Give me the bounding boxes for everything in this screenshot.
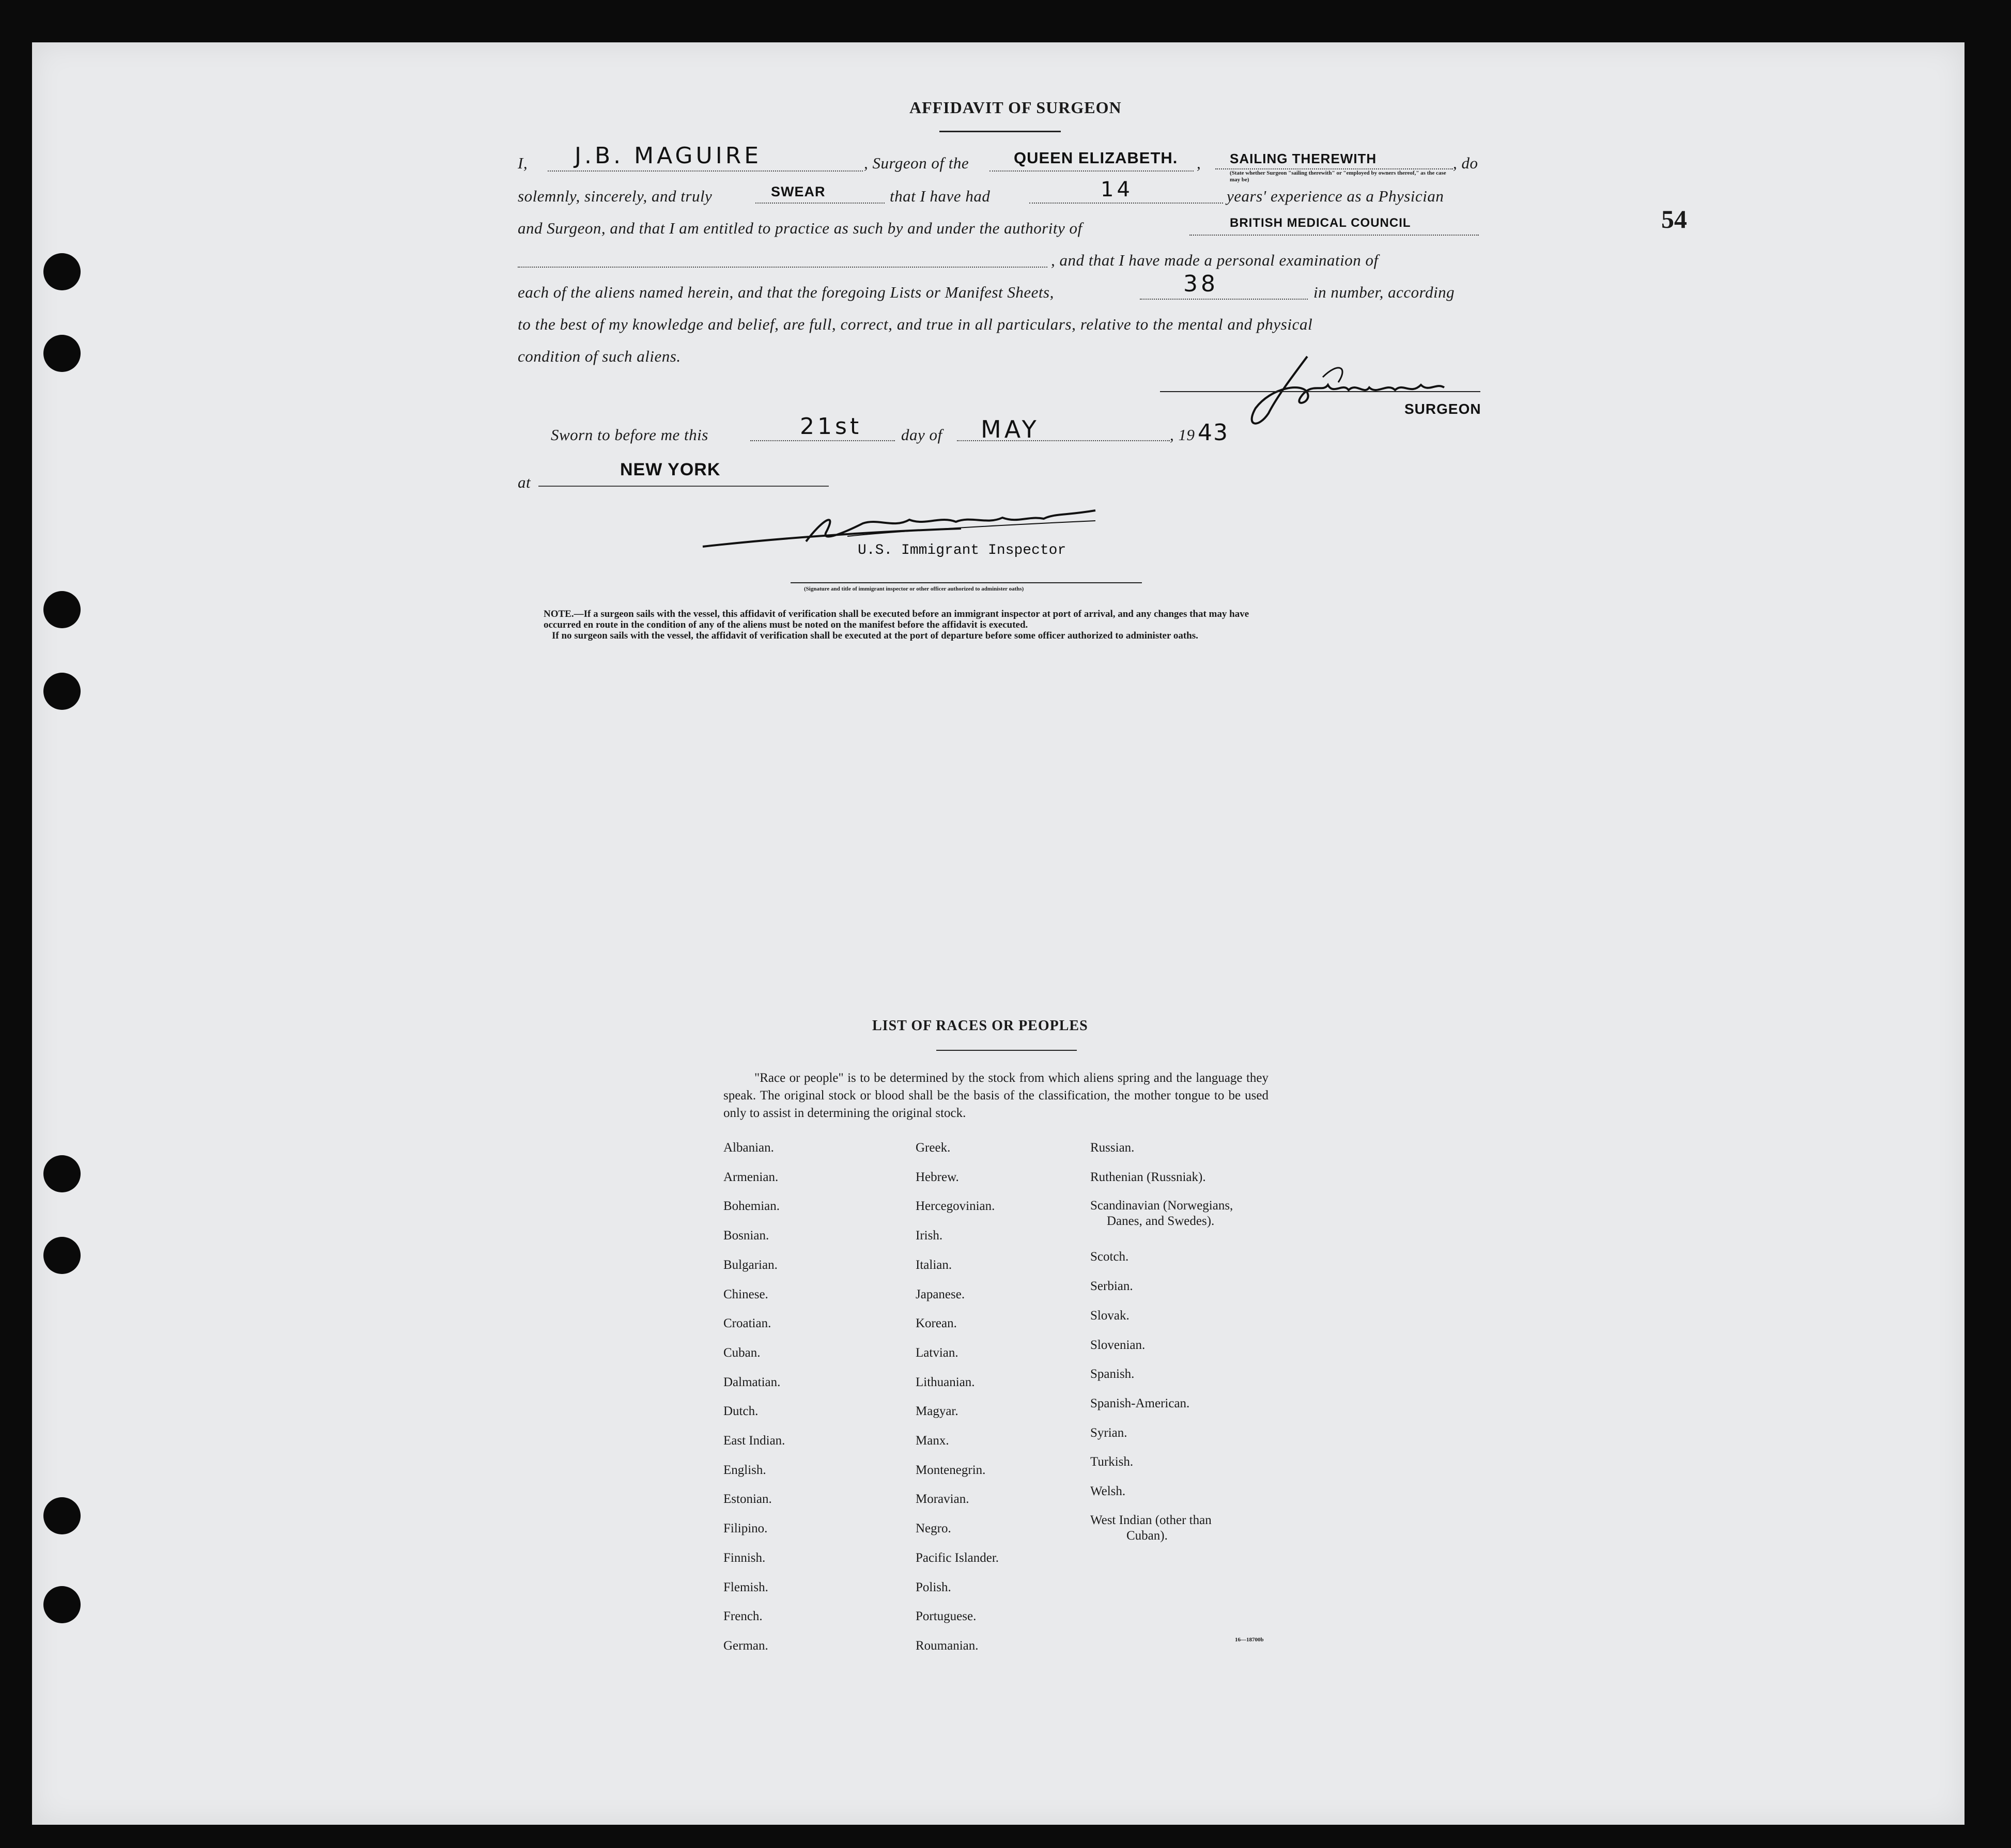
race-item: East Indian. (723, 1434, 785, 1448)
race-item: Latvian. (916, 1345, 958, 1360)
line2-prefix: solemnly, sincerely, and truly (518, 187, 713, 205)
races-title: LIST OF RACES OR PEOPLES (872, 1018, 1088, 1034)
race-item: Albanian. (723, 1141, 774, 1155)
race-item: Bohemian. (723, 1199, 780, 1214)
race-item: Italian. (916, 1257, 952, 1272)
note-line-2: occurred en route in the condition of any of the aliens must be noted on the manifest before the affidavit is executed. (544, 619, 1028, 630)
years-experience: 14 (1101, 178, 1133, 201)
signature-caption: (Signature and title of immigrant inspector or other officer authorized to administer oaths) (804, 586, 1024, 592)
inspector-title: U.S. Immigrant Inspector (858, 542, 1066, 558)
surgeon-label: SURGEON (1404, 401, 1481, 417)
form-number: 16—18700b (1235, 1637, 1264, 1643)
race-item: Spanish. (1090, 1367, 1135, 1381)
race-item: Dutch. (723, 1404, 759, 1419)
note-line-3: If no surgeon sails with the vessel, the affidavit of verification shall be executed at the port of departure before some officer authorized to administer oaths. (552, 630, 1198, 641)
race-item: Estonian. (723, 1492, 772, 1507)
race-item: Lithuanian. (916, 1375, 975, 1389)
line2-end: years' experience as a Physician (1227, 187, 1444, 205)
at-label: at (518, 473, 531, 491)
race-item: Portuguese. (916, 1609, 977, 1624)
oath-type: SWEAR (771, 184, 826, 199)
race-item: Bosnian. (723, 1229, 769, 1243)
race-item-line: West Indian (other than (1090, 1513, 1212, 1527)
races-title-rule (936, 1050, 1077, 1051)
binder-hole (43, 253, 81, 290)
licensing-authority: BRITISH MEDICAL COUNCIL (1230, 216, 1411, 230)
race-item-line: Scandinavian (Norwegians, (1090, 1199, 1233, 1213)
race-item: Serbian. (1090, 1279, 1133, 1294)
place-dotline (538, 486, 829, 487)
surgeon-signature-line (1160, 391, 1480, 392)
race-item: Russian. (1090, 1141, 1135, 1155)
line1-end: , do (1453, 154, 1478, 172)
affidavit-line-1 (518, 154, 528, 173)
race-item: Montenegrin. (916, 1463, 986, 1477)
race-item: Slovak. (1090, 1308, 1130, 1323)
manifest-sheet-count: 38 (1183, 271, 1218, 297)
sworn-year: 43 (1198, 420, 1229, 446)
race-item: Magyar. (916, 1404, 958, 1419)
authority-dotline (1189, 235, 1479, 236)
binder-hole (43, 673, 81, 710)
vessel-name: QUEEN ELIZABETH. (1014, 149, 1178, 167)
race-item: Moravian. (916, 1492, 969, 1507)
binder-hole (43, 1586, 81, 1623)
affidavit-title: AFFIDAVIT OF SURGEON (909, 98, 1122, 117)
race-item: Turkish. (1090, 1455, 1134, 1469)
race-item: Roumanian. (916, 1638, 979, 1653)
race-item: Armenian. (723, 1170, 779, 1184)
race-item: Scotch. (1090, 1250, 1129, 1264)
race-item: Chinese. (723, 1287, 768, 1301)
binder-hole (43, 1237, 81, 1274)
race-item-scandinavian (1090, 1192, 1233, 1243)
race-item: Ruthenian (Russniak). (1090, 1170, 1206, 1184)
race-item: Welsh. (1090, 1484, 1126, 1499)
title-rule (939, 131, 1061, 132)
sailing-status: SAILING THEREWITH (1230, 151, 1377, 166)
races-col-1 (723, 1133, 785, 1661)
race-item: Korean. (916, 1316, 957, 1331)
line2-mid: that I have had (890, 187, 991, 205)
years-dotline (1029, 203, 1223, 204)
sailing-dotline (1215, 168, 1453, 169)
line5-prefix: each of the aliens named herein, and that the foregoing Lists or Manifest Sheets, (518, 283, 1054, 301)
line1-comma: , (1197, 154, 1201, 172)
line3-prefix: and Surgeon, and that I am entitled to practice as such by and under the authority of (518, 219, 1082, 237)
race-item: Pacific Islander. (916, 1550, 999, 1565)
line1-surgeon-of: , Surgeon of the (864, 154, 969, 172)
race-item: Flemish. (723, 1580, 768, 1594)
race-item: Croatian. (723, 1316, 771, 1331)
race-item: Negro. (916, 1521, 951, 1536)
sheets-dotline (1140, 299, 1308, 300)
race-item: Syrian. (1090, 1425, 1127, 1440)
binder-hole (43, 591, 81, 628)
day-dotline (750, 440, 895, 441)
race-item: Bulgarian. (723, 1257, 778, 1272)
race-item: German. (723, 1638, 768, 1653)
note-block (544, 609, 1484, 641)
race-item: Irish. (916, 1229, 943, 1243)
sworn-month: MAY (981, 415, 1040, 443)
line6: to the best of my knowledge and belief, are full, correct, and true in all particulars, relative to the mental and physical (518, 315, 1313, 333)
race-item: Japanese. (916, 1287, 965, 1301)
race-item-line: Cuban). (1126, 1528, 1168, 1543)
sworn-day-of: day of (901, 426, 942, 444)
race-item: Polish. (916, 1580, 951, 1594)
swear-dotline (755, 203, 885, 204)
race-item: Cuban. (723, 1345, 761, 1360)
race-item: Finnish. (723, 1550, 766, 1565)
sworn-year-prefix: , 19 (1170, 426, 1195, 444)
month-dotline (957, 440, 1170, 441)
race-item: Dalmatian. (723, 1375, 781, 1389)
binder-hole (43, 1155, 81, 1192)
authority-continued-dotline (518, 267, 1047, 268)
race-item: English. (723, 1463, 766, 1477)
race-item: Filipino. (723, 1521, 768, 1536)
races-intro: "Race or people" is to be determined by the stock from which aliens spring and the language they speak. The original stock or blood shall be the basis of the classification, the mother tongue to be used only to assist in determining the original stock. (723, 1071, 1269, 1120)
race-item: Hebrew. (916, 1170, 959, 1184)
vessel-dotline (989, 170, 1194, 172)
races-col-3 (1090, 1133, 1233, 1544)
race-item: French. (723, 1609, 763, 1624)
note-text-1: —If a surgeon sails with the vessel, this affidavit of verification shall be executed before an immigrant inspector at port of arrival, and any changes that may have (574, 609, 1249, 619)
sworn-day: 21st (800, 413, 862, 440)
note-line-1 (544, 609, 1484, 619)
races-col-2 (916, 1133, 999, 1661)
race-item-line: Danes, and Swedes). (1107, 1214, 1215, 1229)
sworn-prefix: Sworn to before me this (551, 426, 708, 444)
race-item: Manx. (916, 1434, 949, 1448)
line7: condition of such aliens. (518, 347, 681, 365)
race-item: Greek. (916, 1141, 951, 1155)
line5-end: in number, according (1313, 283, 1455, 301)
inspector-line (791, 582, 1142, 583)
sworn-place: NEW YORK (620, 460, 721, 479)
surgeon-name: J.B. MAGUIRE (575, 143, 762, 169)
race-item: Slovenian. (1090, 1338, 1146, 1352)
binder-hole (43, 1497, 81, 1534)
note-label: NOTE. (544, 609, 574, 619)
race-item: Spanish-American. (1090, 1396, 1190, 1410)
sailing-note: (State whether Surgeon "sailing therewith" or "employed by owners thereof," as the case may be) (1230, 170, 1446, 183)
page-number: 54 (1661, 205, 1687, 234)
binder-hole (43, 335, 81, 372)
line4-end: , and that I have made a personal examination of (1051, 251, 1379, 269)
line1-prefix: I, (518, 154, 528, 172)
race-item: Hercegovinian. (916, 1199, 995, 1214)
name-dotline (548, 170, 863, 172)
race-item-west-indian (1090, 1507, 1233, 1544)
